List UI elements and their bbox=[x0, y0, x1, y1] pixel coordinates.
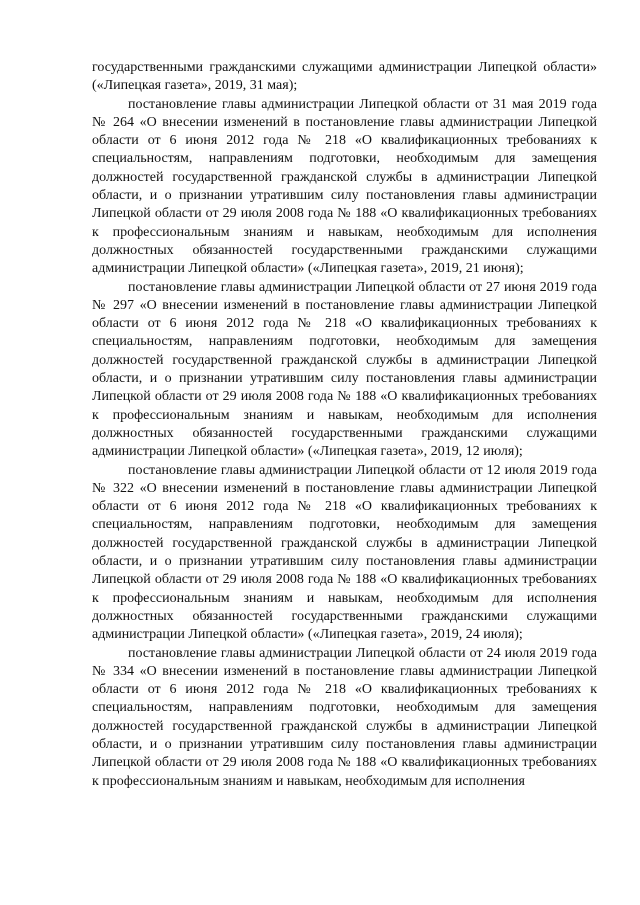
paragraph-resolution-264: постановление главы администрации Липецкой области от 31 мая 2019 года № 264 «О внесении изменений в постановление главы администрации Липецкой области от 6 июня 2012 года № 218 «О квалификационных требованиях к специальностям, направлениям подготовки, необходимым для замещения должностей государственной гражданской службы в администрации Липецкой области, и о признании утратившим силу постановления главы администрации Липецкой области от 29 июля 2008 года № 188 «О квалификационных требованиях к профессиональным знаниям и навыкам, необходимым для исполнения должностных обязанностей государственными гражданскими служащими администрации Липецкой области» («Липецкая газета», 2019, 21 июня); bbox=[92, 96, 597, 277]
paragraph-resolution-334: постановление главы администрации Липецкой области от 24 июля 2019 года № 334 «О внесении изменений в постановление главы администрации Липецкой области от 6 июня 2012 года № 218 «О квалификационных требованиях к специальностям, направлениям подготовки, необходимым для замещения должностей государственной гражданской службы в администрации Липецкой области, и о признании утратившим силу постановления главы администрации Липецкой области от 29 июля 2008 года № 188 «О квалификационных требованиях к профессиональным знаниям и навыкам, необходимым для исполнения bbox=[92, 645, 597, 789]
document-page bbox=[92, 59, 597, 791]
paragraph-resolution-297: постановление главы администрации Липецкой области от 27 июня 2019 года № 297 «О внесении изменений в постановление главы администрации Липецкой области от 6 июня 2012 года № 218 «О квалификационных требованиях к специальностям, направлениям подготовки, необходимым для замещения должностей государственной гражданской службы в администрации Липецкой области, и о признании утратившим силу постановления главы администрации Липецкой области от 29 июля 2008 года № 188 «О квалификационных требованиях к профессиональным знаниям и навыкам, необходимым для исполнения должностных обязанностей государственными гражданскими служащими администрации Липецкой области» («Липецкая газета», 2019, 12 июля); bbox=[92, 279, 597, 460]
paragraph-resolution-322: постановление главы администрации Липецкой области от 12 июля 2019 года № 322 «О внесении изменений в постановление главы администрации Липецкой области от 6 июня 2012 года № 218 «О квалификационных требованиях к специальностям, направлениям подготовки, необходимым для замещения должностей государственной гражданской службы в администрации Липецкой области, и о признании утратившим силу постановления главы администрации Липецкой области от 29 июля 2008 года № 188 «О квалификационных требованиях к профессиональным знаниям и навыкам, необходимым для исполнения должностных обязанностей государственными гражданскими служащими администрации Липецкой области» («Липецкая газета», 2019, 24 июля); bbox=[92, 462, 597, 643]
paragraph-continuation: государственными гражданскими служащими администрации Липецкой области» («Липецкая газета», 2019, 31 мая); bbox=[92, 60, 597, 94]
